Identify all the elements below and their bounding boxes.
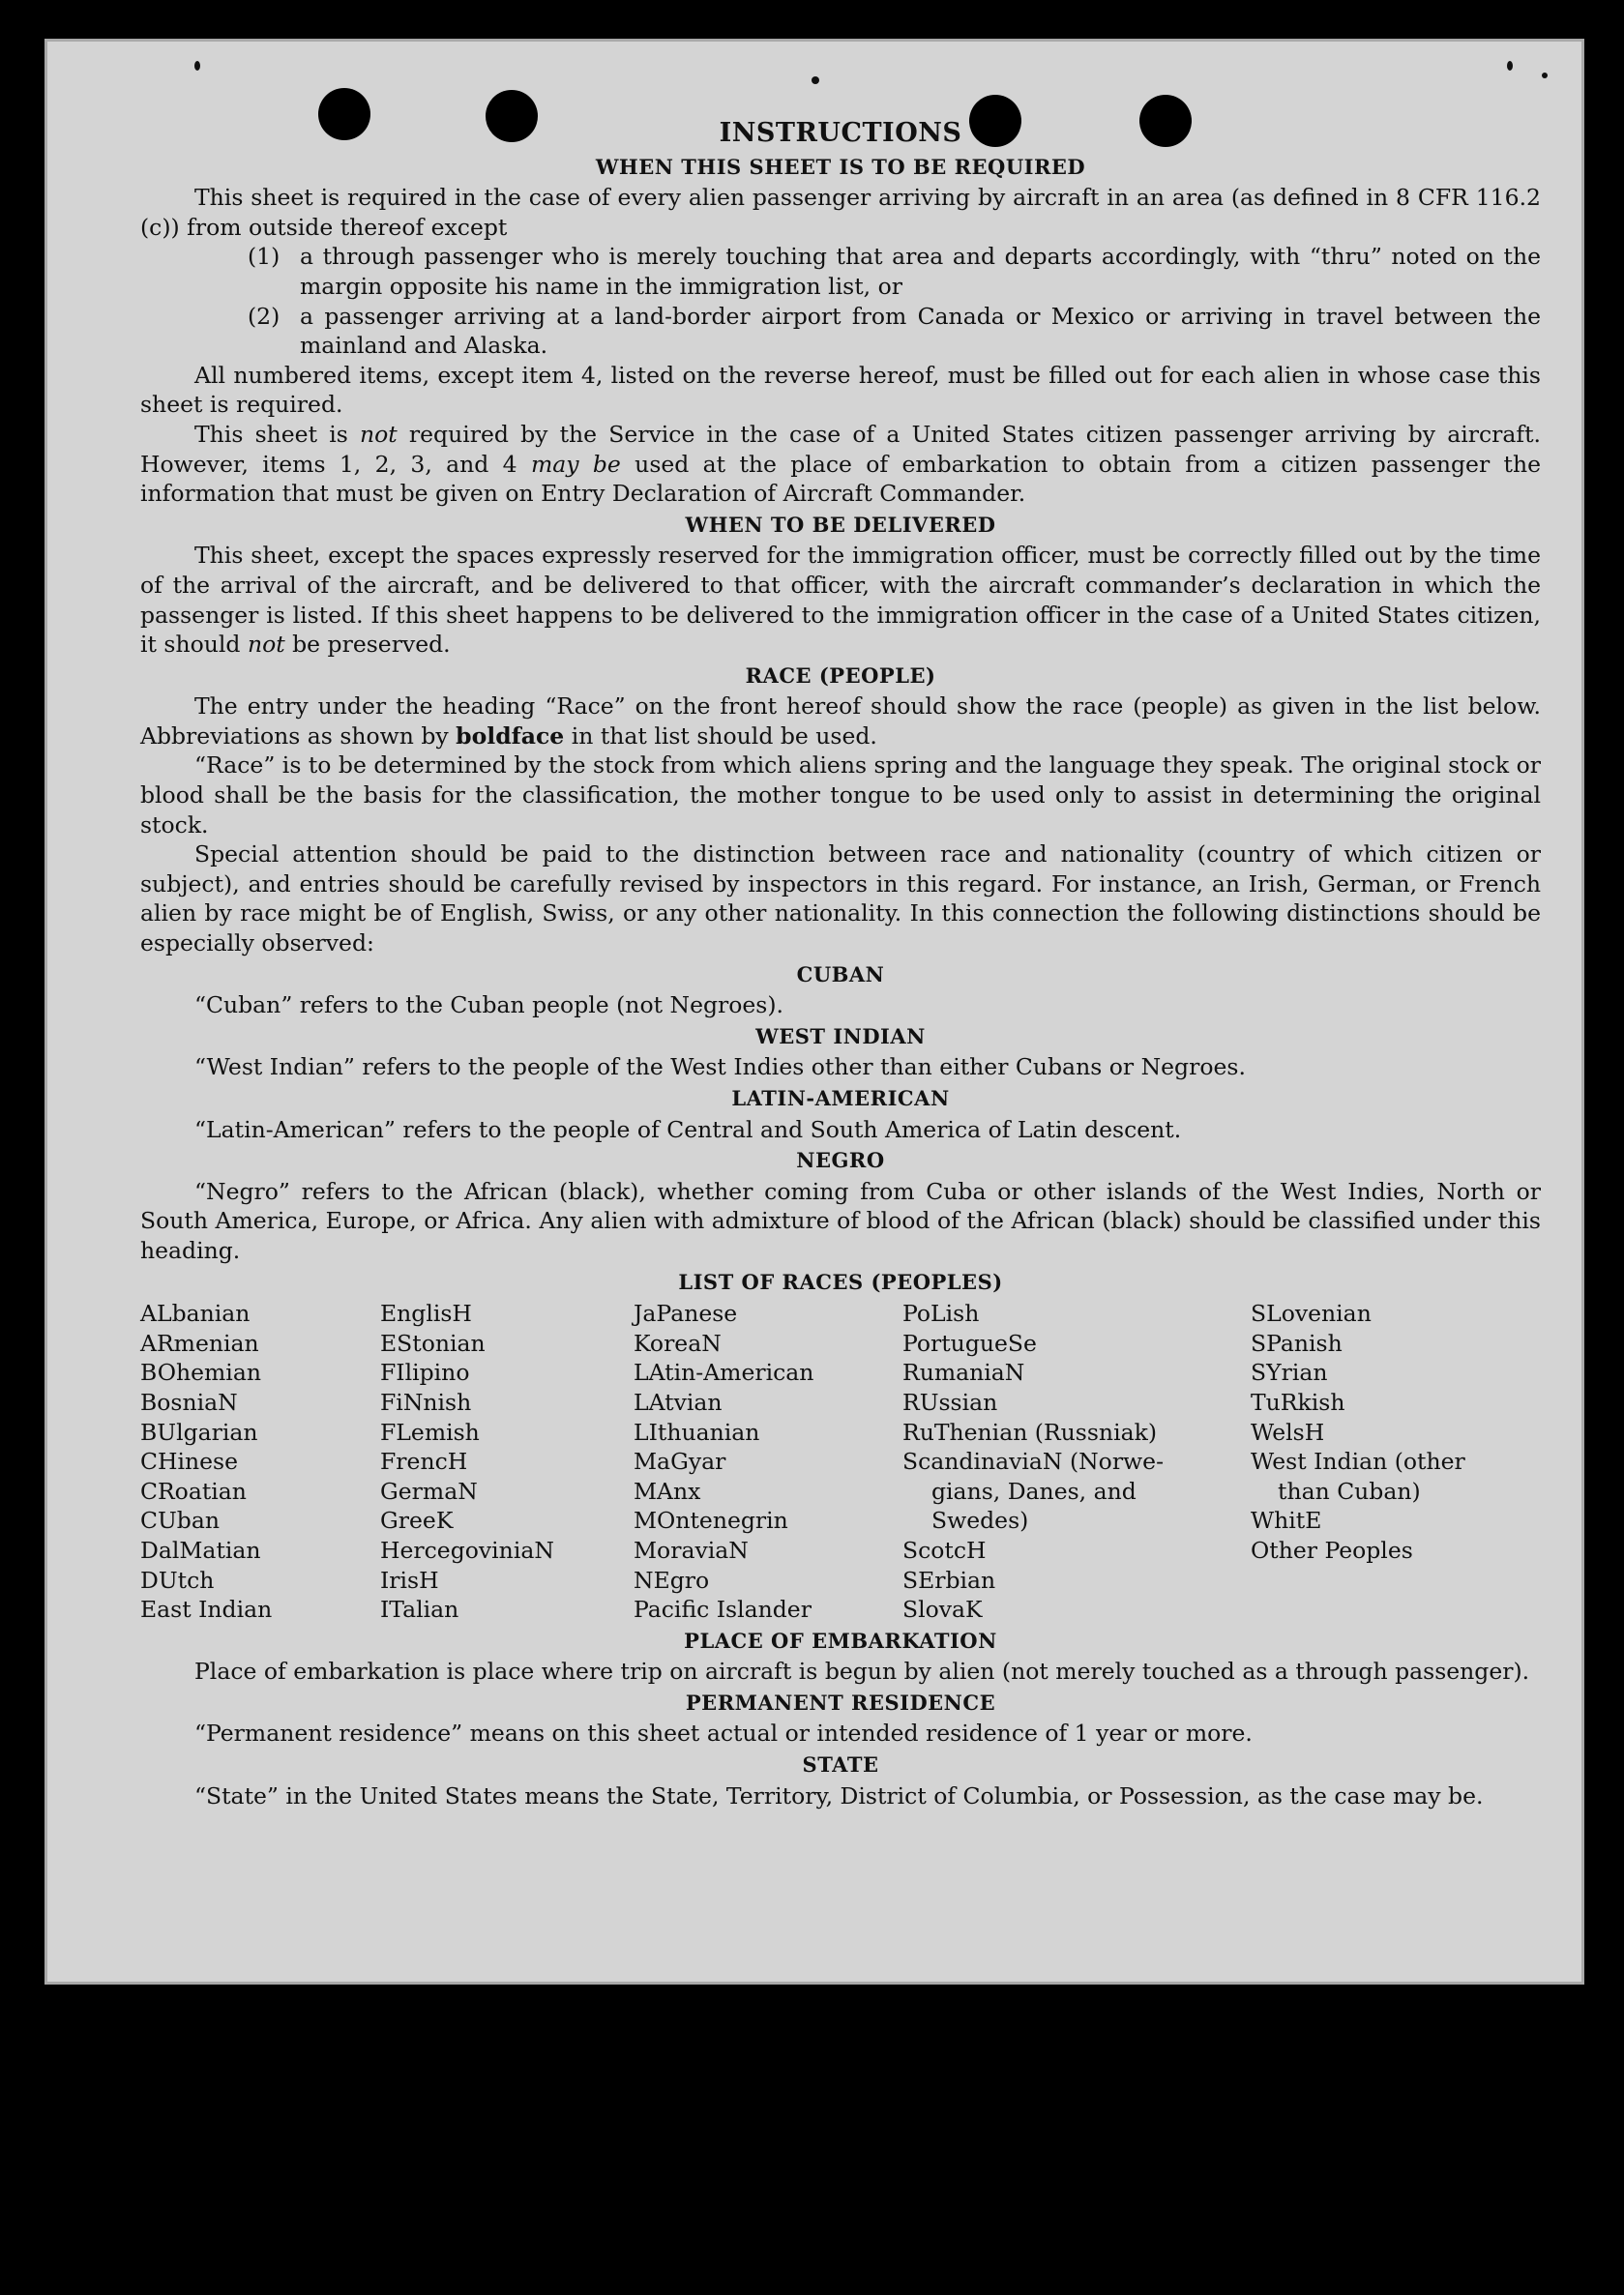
exception-text: a passenger arriving at a land-border airport from Canada or Mexico or arriving in travel between the mainland and Alaska. xyxy=(300,302,1541,360)
race-entry: West Indian (other xyxy=(1251,1448,1465,1476)
text-run: required by the Service in the case of a United States citizen passenger arriving by aircraft. However, items 1, 2, 3, and 4 xyxy=(140,420,1541,478)
residence-text: “Permanent residence” means on this sheet actual or intended residence of 1 year or more. xyxy=(194,1720,1253,1748)
emphasis: may be xyxy=(530,450,621,478)
race-entry: MoraviaN xyxy=(634,1536,749,1564)
race-entry: ITalian xyxy=(380,1596,459,1624)
ink-speck xyxy=(194,61,200,71)
race-entry: GermaN xyxy=(380,1477,478,1505)
emphasis: not xyxy=(359,420,398,448)
exception-item-1 xyxy=(248,242,1541,301)
west-indian-text: “West Indian” refers to the people of the West Indies other than either Cubans or Negroes. xyxy=(194,1053,1246,1081)
race-entry: LAtin-American xyxy=(634,1359,814,1387)
heading-when-delivered: WHEN TO BE DELIVERED xyxy=(685,512,996,537)
heading-place-of-embarkation: PLACE OF EMBARKATION xyxy=(684,1628,997,1653)
race-entry: FiNnish xyxy=(380,1388,472,1416)
race-entry: FLemish xyxy=(380,1418,480,1446)
race-entry: LIthuanian xyxy=(634,1418,760,1446)
race-entry: JaPanese xyxy=(634,1300,738,1328)
race-entry: HercegoviniaN xyxy=(380,1536,554,1564)
races-column xyxy=(634,1299,902,1625)
heading-permanent-residence: PERMANENT RESIDENCE xyxy=(685,1690,996,1715)
race-entry: KoreaN xyxy=(634,1329,722,1357)
race-entry: DalMatian xyxy=(140,1536,261,1564)
required-para-citizen xyxy=(140,420,1541,509)
race-entry: ARmenian xyxy=(140,1329,259,1357)
race-entry: CHinese xyxy=(140,1448,238,1476)
instructions-body xyxy=(140,115,1541,1810)
required-intro: This sheet is required in the case of every alien passenger arriving by aircraft in an area (as defined in 8 CFR 116.2 (c)) from outside thereof except xyxy=(140,184,1541,241)
race-entry: ScandinaviaN (Norwe- xyxy=(902,1448,1165,1476)
exception-number: (2) xyxy=(248,302,281,330)
race-entry: BOhemian xyxy=(140,1359,261,1387)
latin-american-text: “Latin-American” refers to the people of Central and South America of Latin descent. xyxy=(194,1115,1182,1143)
race-entry-continued: Swedes) xyxy=(931,1507,1029,1535)
bold-text: boldface xyxy=(456,721,565,750)
race-entry: SLovenian xyxy=(1251,1300,1372,1328)
race-entry: RumaniaN xyxy=(902,1359,1025,1387)
heading-negro: NEGRO xyxy=(796,1148,885,1173)
heading-cuban: CUBAN xyxy=(796,961,885,986)
race-entry: BosniaN xyxy=(140,1388,238,1416)
race-entry: FIlipino xyxy=(380,1359,470,1387)
race-entry: SYrian xyxy=(1251,1359,1328,1387)
race-para-3: Special attention should be paid to the distinction between race and nationality (country of which citizen or subject), and entries should be carefully revised by inspectors in this regard. For instance, an Irish, German, or French alien by race might be of English, Swiss, or any other nationality. In this connection the following distinctions should be especially observed: xyxy=(140,840,1541,957)
ink-speck xyxy=(812,76,819,84)
page-title: INSTRUCTIONS xyxy=(719,118,962,148)
race-entry: Pacific Islander xyxy=(634,1596,812,1624)
ink-speck xyxy=(1542,73,1548,78)
race-entry: RuThenian (Russniak) xyxy=(902,1418,1157,1446)
exception-item-2 xyxy=(248,302,1541,361)
delivered-para xyxy=(140,541,1541,659)
race-entry: East Indian xyxy=(140,1596,273,1624)
exception-text: a through passenger who is merely touching that area and departs accordingly, with “thru” noted on the margin opposite his name in the immigration list, or xyxy=(300,243,1541,300)
race-entry: SErbian xyxy=(902,1566,996,1594)
race-entry: Other Peoples xyxy=(1251,1536,1413,1564)
text-run: used at the place of embarkation to obtain from a citizen passenger the information that must be given on Entry Declaration of Aircraft Commander. xyxy=(140,450,1542,508)
race-para-2: “Race” is to be determined by the stock from which aliens spring and the language they speak. The original stock or blood shall be the basis for the classification, the mother tongue to be used only to assist in determining the original stock. xyxy=(140,751,1541,839)
race-entry: WhitE xyxy=(1251,1507,1322,1535)
race-entry: MOntenegrin xyxy=(634,1507,788,1535)
race-entry: ScotcH xyxy=(902,1536,987,1564)
races-column xyxy=(140,1299,380,1625)
race-entry: CRoatian xyxy=(140,1477,247,1505)
emphasis: not xyxy=(247,631,285,659)
race-entry: FrencH xyxy=(380,1448,468,1476)
text-run: be preserved. xyxy=(284,631,451,659)
race-entry: SlovaK xyxy=(902,1596,983,1624)
embarkation-text: Place of embarkation is place where trip on aircraft is begun by alien (not merely touched as a through passenger). xyxy=(194,1658,1530,1686)
race-entry: NEgro xyxy=(634,1566,710,1594)
race-entry: MaGyar xyxy=(634,1448,726,1476)
exception-number: (1) xyxy=(248,243,281,271)
race-entry: IrisH xyxy=(380,1566,439,1594)
heading-west-indian: WEST INDIAN xyxy=(755,1023,926,1048)
race-entry: ALbanian xyxy=(140,1300,251,1328)
race-entry: BUlgarian xyxy=(140,1418,258,1446)
races-list xyxy=(140,1299,1541,1625)
race-entry: DUtch xyxy=(140,1566,215,1594)
state-text: “State” in the United States means the State, Territory, District of Columbia, or Possession, as the case may be. xyxy=(194,1781,1484,1810)
race-entry: EStonian xyxy=(380,1329,486,1357)
heading-state: STATE xyxy=(802,1752,879,1778)
race-entry-continued: than Cuban) xyxy=(1278,1477,1421,1505)
race-entry: TuRkish xyxy=(1251,1388,1345,1416)
race-entry: RUssian xyxy=(902,1388,998,1416)
required-para-items: All numbered items, except item 4, listed on the reverse hereof, must be filled out for each alien in whose case this sheet is required. xyxy=(140,361,1541,419)
heading-race: RACE (PEOPLE) xyxy=(745,662,936,688)
race-entry: CUban xyxy=(140,1507,220,1535)
document-sheet xyxy=(44,39,1584,1985)
races-column xyxy=(1251,1299,1541,1625)
races-column xyxy=(902,1299,1251,1625)
race-para-1 xyxy=(140,691,1541,750)
heading-list-of-races: LIST OF RACES (PEOPLES) xyxy=(678,1269,1003,1294)
race-entry: MAnx xyxy=(634,1477,701,1505)
race-entry: EnglisH xyxy=(380,1300,472,1328)
race-entry: SPanish xyxy=(1251,1329,1343,1357)
text-run: This sheet is xyxy=(194,420,360,448)
heading-when-required: WHEN THIS SHEET IS TO BE REQUIRED xyxy=(595,154,1086,179)
races-column xyxy=(380,1299,634,1625)
cuban-text: “Cuban” refers to the Cuban people (not Negroes). xyxy=(194,991,784,1019)
race-entry: WelsH xyxy=(1251,1418,1325,1446)
text-run: in that list should be used. xyxy=(564,721,877,750)
heading-latin-american: LATIN-AMERICAN xyxy=(731,1086,950,1110)
text-run: The entry under the heading “Race” on the front hereof should show the race (people) as given in the list below. Abbreviations as shown by xyxy=(140,692,1541,750)
race-entry-continued: gians, Danes, and xyxy=(931,1477,1137,1505)
race-entry: PortugueSe xyxy=(902,1329,1037,1357)
text-run: This sheet, except the spaces expressly reserved for the immigration officer, must be correctly filled out by the time of the arrival of the aircraft, and be delivered to that officer, with the aircraft commander’s declaration in which the passenger is listed. If this sheet happens to be delivered to the immigration officer in the case of a United States citizen, it should xyxy=(140,542,1541,659)
negro-text: “Negro” refers to the African (black), whether coming from Cuba or other islands of the West Indies, North or South America, Europe, or Africa. Any alien with admixture of blood of the African (black) should be classified under this heading. xyxy=(140,1177,1541,1264)
race-entry: GreeK xyxy=(380,1507,454,1535)
ink-speck xyxy=(1507,61,1513,71)
race-entry: LAtvian xyxy=(634,1388,723,1416)
race-entry: PoLish xyxy=(902,1300,980,1328)
